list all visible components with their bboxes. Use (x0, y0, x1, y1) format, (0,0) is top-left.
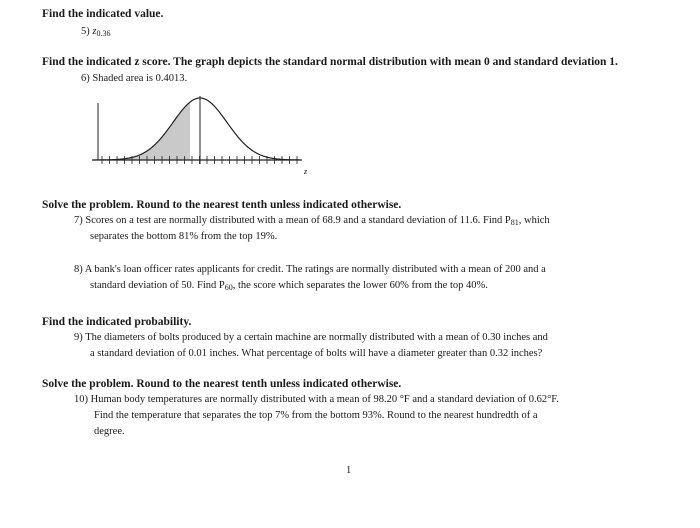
section-heading-solve-1: Solve the problem. Round to the nearest tenth unless indicated otherwise. (42, 199, 402, 211)
problem-8 (74, 262, 674, 294)
section-heading-indicated-value: Find the indicated value. (42, 8, 164, 20)
problem-text: separates the bottom 81% from the top 19%. (90, 231, 278, 242)
z-axis-label: z (304, 167, 308, 176)
problem-number: 10) (74, 394, 88, 405)
problem-text: Shaded area is 0.4013. (92, 73, 188, 84)
problem-text: Find the temperature that separates the top 7% from the bottom 93%. Round to the nearest hundredth of a (94, 410, 538, 421)
problem-9 (74, 330, 684, 362)
section-heading-z-score: Find the indicated z score. The graph depicts the standard normal distribution with mean 0 and standard deviation 1. (42, 56, 618, 68)
problem-5 (81, 24, 110, 40)
section-heading-solve-2: Solve the problem. Round to the nearest tenth unless indicated otherwise. (42, 378, 402, 390)
problem-text: a standard deviation of 0.01 inches. What percentage of bolts will have a diameter greater than 0.32 inches? (90, 348, 543, 359)
problem-text: degree. (94, 426, 125, 437)
bell-curve (94, 98, 300, 160)
problem-10 (74, 392, 684, 440)
problem-text: The diameters of bolts produced by a certain machine are normally distributed with a mean of 0.30 inches and (85, 332, 548, 343)
page-number: 1 (346, 465, 352, 476)
shaded-area (98, 102, 190, 160)
problem-number: 9) (74, 332, 83, 343)
problem-number: 5) (81, 26, 90, 37)
problem-text: , which (518, 215, 550, 226)
problem-number: 8) (74, 264, 83, 275)
problem-7 (74, 213, 674, 245)
problem-text: , the score which separates the lower 60% from the top 40%. (232, 280, 488, 291)
percentile-subscript: 81 (510, 218, 519, 227)
z-symbol: z (92, 26, 97, 37)
normal-distribution-graph (90, 88, 320, 183)
section-heading-probability: Find the indicated probability. (42, 316, 192, 328)
problem-text: Human body temperatures are normally distributed with a mean of 98.20 °F and a standard deviation of 0.62°F. (90, 394, 559, 405)
problem-number: 6) (81, 73, 90, 84)
z-subscript: 0.36 (96, 29, 111, 38)
problem-text: A bank's loan officer rates applicants for credit. The ratings are normally distributed with a mean of 200 and a (84, 264, 546, 275)
problem-number: 7) (74, 215, 83, 226)
problem-text: standard deviation of 50. Find P (90, 280, 225, 291)
problem-text: Scores on a test are normally distributed with a mean of 68.9 and a standard deviation of 11.6. Find P (85, 215, 511, 226)
problem-6 (81, 71, 187, 87)
percentile-subscript: 60 (224, 283, 233, 292)
